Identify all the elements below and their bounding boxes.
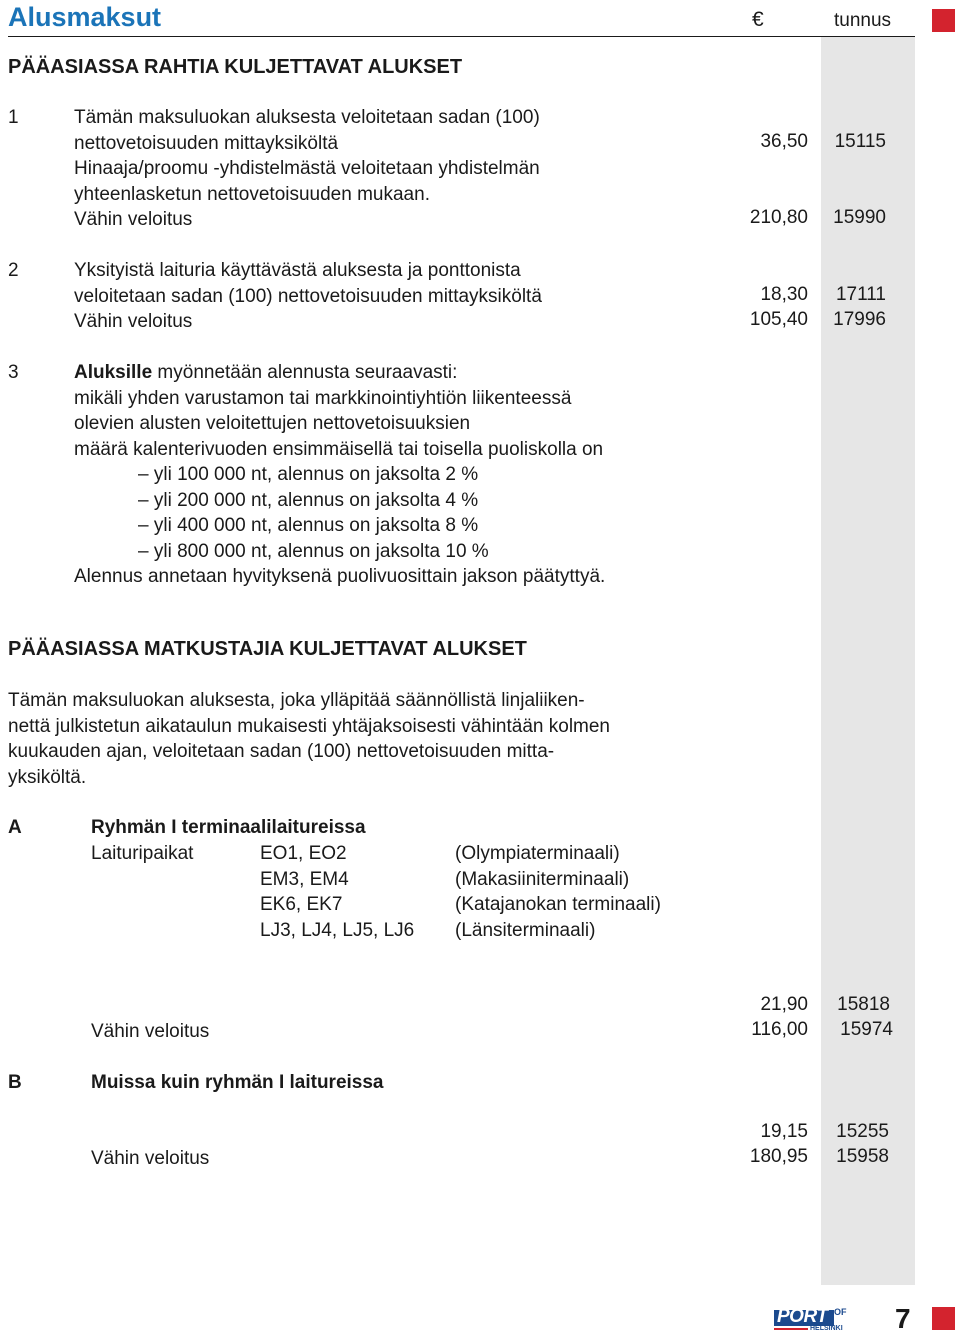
item1-line: yhteenlasketun nettovetoisuuden mukaan. xyxy=(74,183,430,205)
item2-number: 2 xyxy=(8,260,19,281)
item3-line: määrä kalenterivuoden ensimmäisellä tai toisella puoliskolla on xyxy=(74,438,604,460)
item3-lead-rest: myönnetään alennusta seuraavasti: xyxy=(152,362,458,383)
groupA-min-label: Vähin veloitus xyxy=(91,1021,210,1042)
price-euro: 19,15 xyxy=(760,1121,808,1142)
berth-terminal: (Katajanokan terminaali) xyxy=(455,894,661,915)
item3-lead xyxy=(74,360,457,386)
item3-lead-bold: Aluksille xyxy=(74,362,153,383)
header-rule xyxy=(8,36,915,37)
berth-codes: LJ3, LJ4, LJ5, LJ6 xyxy=(260,919,415,941)
groupA-letter: A xyxy=(8,817,22,838)
price-code: 15974 xyxy=(840,1019,893,1040)
port-of-helsinki-logo xyxy=(774,1306,852,1332)
groupB-letter: B xyxy=(8,1072,22,1093)
section2-paragraph-line: yksiköltä. xyxy=(8,766,87,788)
price-columns-background xyxy=(727,0,915,1285)
berth-codes: EO1, EO2 xyxy=(260,843,347,864)
euro-column-header: € xyxy=(752,8,764,31)
section2-heading: PÄÄASIASSA MATKUSTAJIA KULJETTAVAT ALUKSET xyxy=(8,638,527,660)
groupB-min-label: Vähin veloitus xyxy=(91,1148,210,1169)
price-euro: 210,80 xyxy=(749,207,808,228)
groupB-title: Muissa kuin ryhmän I laitureissa xyxy=(91,1072,384,1093)
price-code: 15958 xyxy=(836,1146,889,1167)
logo-of: OF xyxy=(834,1307,847,1317)
item2-line: Vähin veloitus xyxy=(74,311,193,332)
price-euro: 180,95 xyxy=(749,1146,808,1167)
berth-terminal: (Länsiterminaali) xyxy=(455,919,596,941)
section1-heading: PÄÄASIASSA RAHTIA KULJETTAVAT ALUKSET xyxy=(8,56,463,78)
item2-line: Yksityistä laituria käyttävästä aluksesta ja ponttonista xyxy=(74,260,521,281)
price-code: 15818 xyxy=(837,994,890,1015)
item1-line: nettovetoisuuden mittayksiköltä xyxy=(74,132,339,154)
groupA-title: Ryhmän I terminaalilaitureissa xyxy=(91,817,366,838)
item3-line: mikäli yhden varustamon tai markkinointiyhtiön liikenteessä xyxy=(74,387,572,409)
item3-closing: Alennus annetaan hyvityksenä puolivuosittain jakson päätyttyä. xyxy=(74,566,606,587)
berth-terminal: (Olympiaterminaali) xyxy=(455,843,620,864)
item1-line: Hinaaja/proomu -yhdistelmästä veloitetaan yhdistelmän xyxy=(74,158,540,179)
price-euro: 36,50 xyxy=(760,131,808,152)
berth-terminal: (Makasiiniterminaali) xyxy=(455,868,630,890)
red-marker-bottom xyxy=(932,1307,955,1330)
price-euro: 105,40 xyxy=(749,309,808,330)
item1-number: 1 xyxy=(8,107,19,128)
price-code: 17996 xyxy=(833,309,886,330)
price-code: 15990 xyxy=(833,207,886,228)
page-number: 7 xyxy=(895,1303,911,1334)
price-code: 15255 xyxy=(836,1121,889,1142)
item3-line: olevien alusten veloitettujen nettovetoisuuksien xyxy=(74,413,471,434)
logo-helsinki: HELSINKI xyxy=(810,1325,843,1332)
price-code: 17111 xyxy=(835,284,886,305)
berths-label: Laituripaikat xyxy=(91,843,194,864)
item3-number: 3 xyxy=(8,362,19,383)
red-marker-top xyxy=(932,9,955,32)
price-euro: 116,00 xyxy=(751,1019,808,1040)
price-euro: 21,90 xyxy=(760,994,808,1015)
discount-bullet: – yli 400 000 nt, alennus on jaksolta 8 % xyxy=(138,515,479,536)
discount-bullet: – yli 100 000 nt, alennus on jaksolta 2 % xyxy=(138,464,479,485)
page-title: Alusmaksut xyxy=(8,2,162,32)
berth-codes: EK6, EK7 xyxy=(260,894,343,915)
code-column-header: tunnus xyxy=(834,10,892,31)
discount-bullet: – yli 800 000 nt, alennus on jaksolta 10 % xyxy=(138,540,489,562)
item2-line: veloitetaan sadan (100) nettovetoisuuden mittayksiköltä xyxy=(74,286,542,307)
section2-paragraph-line: nettä julkistetun aikataulun mukaisesti yhtäjaksoisesti vähintään kolmen xyxy=(8,715,610,737)
item1-line: Tämän maksuluokan aluksesta veloitetaan sadan (100) xyxy=(74,107,540,128)
berth-codes: EM3, EM4 xyxy=(260,868,349,890)
item1-line: Vähin veloitus xyxy=(74,209,193,230)
section2-paragraph-line: Tämän maksuluokan aluksesta, joka ylläpitää säännöllistä linjaliiken- xyxy=(8,690,585,711)
discount-bullet: – yli 200 000 nt, alennus on jaksolta 4 % xyxy=(138,489,479,511)
price-code: 15115 xyxy=(834,131,886,152)
logo-port: PORT xyxy=(777,1306,828,1327)
section2-paragraph-line: kuukauden ajan, veloitetaan sadan (100) nettovetoisuuden mitta- xyxy=(8,741,555,762)
logo-underline xyxy=(774,1328,808,1330)
price-euro: 18,30 xyxy=(760,284,808,305)
